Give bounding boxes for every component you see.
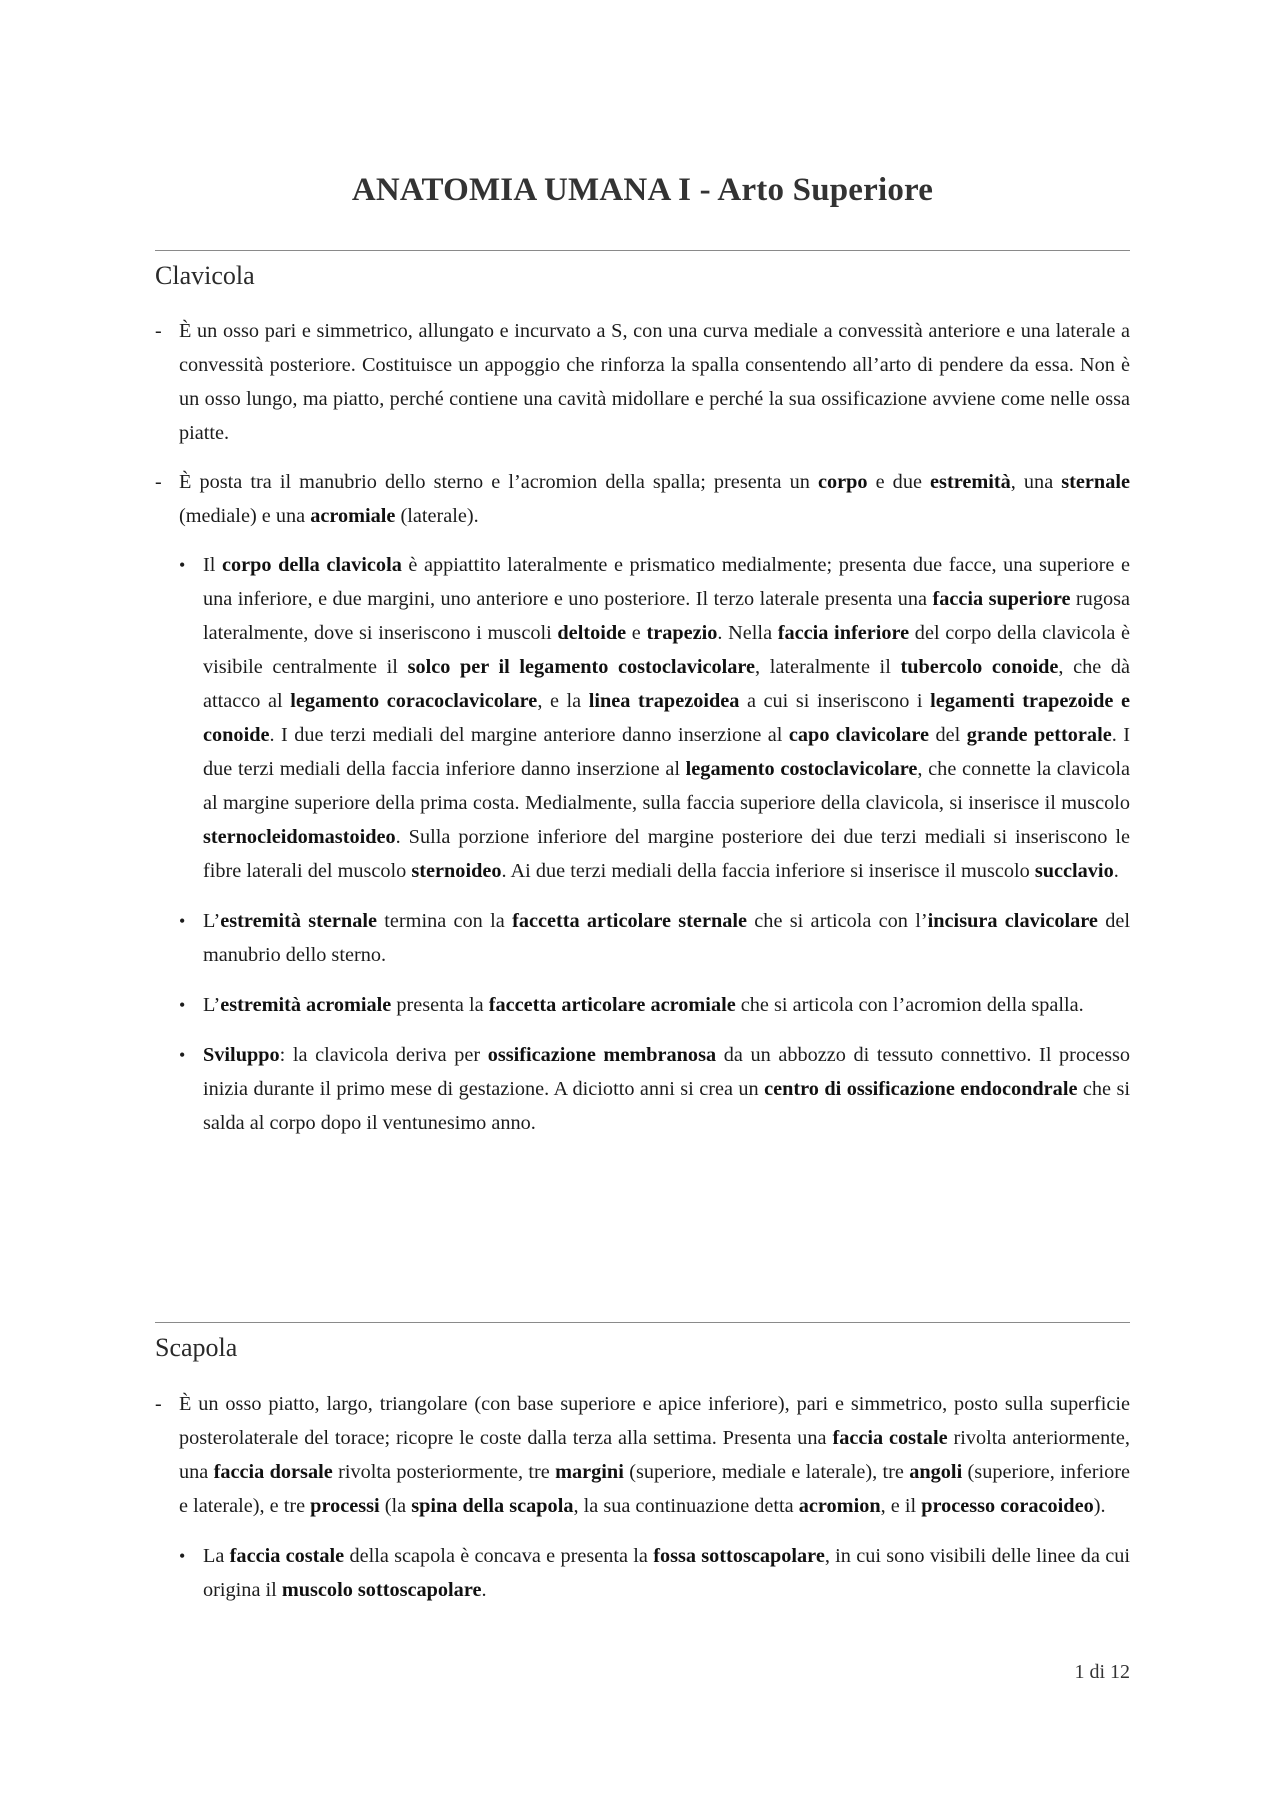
bullet-marker: • <box>179 555 186 575</box>
text-run: del <box>929 724 967 746</box>
document-page <box>155 0 1130 1811</box>
bold-term: muscolo sottoscapolare <box>281 1579 482 1601</box>
text-run: , e la <box>537 690 589 712</box>
text-run: È posta tra il manubrio dello sterno e l’acromion della spalla; presenta un <box>179 471 818 493</box>
bold-term: trapezio <box>646 622 718 644</box>
bold-term: Sviluppo <box>203 1044 280 1066</box>
section-divider <box>155 1322 1130 1323</box>
text-run: da un abbozzo di tessuto connettivo. Il processo inizia durante il primo mese di gestazione. A diciotto anni si crea un <box>203 1044 1131 1100</box>
section-divider <box>155 250 1130 251</box>
text-run: , e il <box>880 1495 922 1517</box>
bold-term: processi <box>310 1495 380 1517</box>
bold-term: legamento costoclavicolare <box>685 758 918 780</box>
text-run: (la <box>379 1495 412 1517</box>
bold-term: legamenti trapezoide e conoide <box>203 690 1131 746</box>
paragraph-text <box>203 910 1130 966</box>
bullet-paragraph <box>179 548 1130 888</box>
text-run: . I due terzi mediali del margine anteriore danno inserzione al <box>269 724 789 746</box>
bold-term: corpo <box>817 471 868 493</box>
bold-term: succlavio <box>1034 860 1114 882</box>
dash-paragraph <box>155 1387 1130 1523</box>
text-run: È un osso piatto, largo, triangolare (con base superiore e apice inferiore), pari e simmetrico, posto sulla superficie posterolaterale del torace; ricopre le coste dalla terza alla settima. Presenta una <box>179 1393 1130 1449</box>
text-run: Il <box>203 554 222 576</box>
text-run: . I due terzi mediali della faccia inferiore danno inserzione al <box>203 724 1130 780</box>
bold-term: estremità sternale <box>220 910 377 932</box>
paragraph-text <box>179 471 1130 527</box>
bold-term: linea trapezoidea <box>588 690 740 712</box>
bold-term: tubercolo conoide <box>900 656 1059 678</box>
dash-paragraph <box>155 314 1130 450</box>
text-run: rugosa lateralmente, dove si inseriscono i muscoli <box>203 588 1131 644</box>
bullet-paragraph <box>179 1539 1130 1607</box>
text-run: . <box>481 1579 487 1601</box>
section-body-scapola <box>155 1387 1130 1607</box>
text-run: che si articola con l’acromion della spalla. <box>735 994 1084 1016</box>
text-run: . <box>1113 860 1119 882</box>
bold-term: spina della scapola <box>411 1495 574 1517</box>
bold-term: estremità acromiale <box>220 994 392 1016</box>
bullet-marker: • <box>179 1045 186 1065</box>
text-run: (laterale). <box>395 505 479 527</box>
text-run: che si salda al corpo dopo il ventunesimo anno. <box>203 1078 1130 1134</box>
bullet-marker: • <box>179 911 186 931</box>
text-run: rivolta posteriormente, tre <box>332 1461 556 1483</box>
text-run: è appiattito lateralmente e prismatico medialmente; presenta due facce, una superiore e una inferiore, e due margini, uno anteriore e uno posteriore. Il terzo laterale presenta una <box>203 554 1130 610</box>
text-run: ). <box>1093 1495 1106 1517</box>
bold-term: deltoide <box>557 622 627 644</box>
bold-term: faccia superiore <box>932 588 1071 610</box>
text-run: . Sulla porzione inferiore del margine posteriore dei due terzi mediali si inseriscono le fibre laterali del muscolo <box>203 826 1130 882</box>
bold-term: centro di ossificazione endocondrale <box>764 1078 1078 1100</box>
bold-term: incisura clavicolare <box>927 910 1098 932</box>
paragraph-text <box>203 1545 1130 1601</box>
text-run: del corpo della clavicola è visibile centralmente il <box>203 622 1130 678</box>
bullet-paragraph <box>179 988 1130 1022</box>
text-run: termina con la <box>377 910 513 932</box>
text-run: : la clavicola deriva per <box>279 1044 488 1066</box>
bullet-paragraph <box>179 904 1130 972</box>
text-run: (superiore, inferiore e laterale), e tre <box>179 1461 1130 1517</box>
bullet-marker: • <box>179 995 186 1015</box>
bold-term: faccetta articolare sternale <box>512 910 747 932</box>
bold-term: sternale <box>1061 471 1130 493</box>
bold-term: legamento coracoclavicolare <box>290 690 538 712</box>
text-run: , lateralmente il <box>755 656 901 678</box>
paragraph-text <box>179 1393 1130 1517</box>
bold-term: faccia costale <box>832 1427 948 1449</box>
paragraph-text <box>203 1044 1130 1134</box>
bold-term: acromion <box>798 1495 881 1517</box>
text-run: che si articola con l’ <box>747 910 928 932</box>
document-title: ANATOMIA UMANA I - Arto Superiore <box>351 172 934 208</box>
text-run: , che dà attacco al <box>203 656 1131 712</box>
dash-marker: - <box>155 320 162 342</box>
text-run: del manubrio dello sterno. <box>203 910 1130 966</box>
text-run: presenta la <box>391 994 489 1016</box>
dash-marker: - <box>155 471 162 493</box>
text-run: , che connette la clavicola al margine superiore della prima costa. Medialmente, sulla faccia superiore della clavicola, si inserisce il muscolo <box>203 758 1130 814</box>
section-body-clavicola <box>155 314 1130 1140</box>
text-run: e <box>626 622 647 644</box>
bold-term: margini <box>555 1461 624 1483</box>
dash-paragraph <box>155 465 1130 533</box>
paragraph-text <box>179 320 1130 444</box>
text-run: (mediale) e una <box>179 505 311 527</box>
bold-term: angoli <box>909 1461 963 1483</box>
text-run: È un osso pari e simmetrico, allungato e incurvato a S, con una curva mediale a convessità anteriore e una laterale a convessità posteriore. Costituisce un appoggio che rinforza la spalla consentendo all’arto di pendere da essa. Non è un osso lungo, ma piatto, perché contiene una cavità midollare e perché la sua ossificazione avviene come nelle ossa piatte. <box>179 320 1130 444</box>
bold-term: solco per il legamento costoclavicolare <box>407 656 756 678</box>
text-run: a cui si inseriscono i <box>739 690 931 712</box>
text-run: , in cui sono visibili delle linee da cui origina il <box>203 1545 1130 1601</box>
text-run: L’ <box>203 910 221 932</box>
section-heading-scapola: Scapola <box>155 1333 238 1362</box>
text-run: (superiore, mediale e laterale), tre <box>623 1461 910 1483</box>
section-heading-clavicola: Clavicola <box>155 261 255 290</box>
bold-term: faccia dorsale <box>213 1461 333 1483</box>
bullet-marker: • <box>179 1546 186 1566</box>
text-run: L’ <box>203 994 221 1016</box>
text-run: . Ai due terzi mediali della faccia inferiore si inserisce il muscolo <box>501 860 1035 882</box>
text-run: . Nella <box>717 622 778 644</box>
bold-term: faccia inferiore <box>777 622 910 644</box>
bold-term: estremità <box>930 471 1011 493</box>
bullet-paragraph <box>179 1038 1130 1140</box>
bold-term: faccia costale <box>229 1545 345 1567</box>
text-run: , una <box>1010 471 1062 493</box>
paragraph-text <box>203 994 1084 1016</box>
bold-term: ossificazione membranosa <box>487 1044 717 1066</box>
page-number: 1 di 12 <box>1074 1661 1130 1683</box>
bold-term: corpo della clavicola <box>221 554 402 576</box>
bold-term: grande pettorale <box>966 724 1112 746</box>
text-run: La <box>203 1545 230 1567</box>
bold-term: capo clavicolare <box>788 724 930 746</box>
bold-term: acromiale <box>310 505 396 527</box>
text-run: e due <box>867 471 931 493</box>
bold-term: fossa sottoscapolare <box>653 1545 825 1567</box>
text-run: rivolta anteriormente, una <box>179 1427 1130 1483</box>
bold-term: processo coracoideo <box>921 1495 1094 1517</box>
text-run: , la sua continuazione detta <box>573 1495 799 1517</box>
dash-marker: - <box>155 1393 162 1415</box>
bold-term: sternocleidomastoideo <box>203 826 396 848</box>
bold-term: sternoideo <box>411 860 502 882</box>
text-run: della scapola è concava e presenta la <box>344 1545 654 1567</box>
paragraph-text <box>203 554 1130 882</box>
bold-term: faccetta articolare acromiale <box>488 994 736 1016</box>
